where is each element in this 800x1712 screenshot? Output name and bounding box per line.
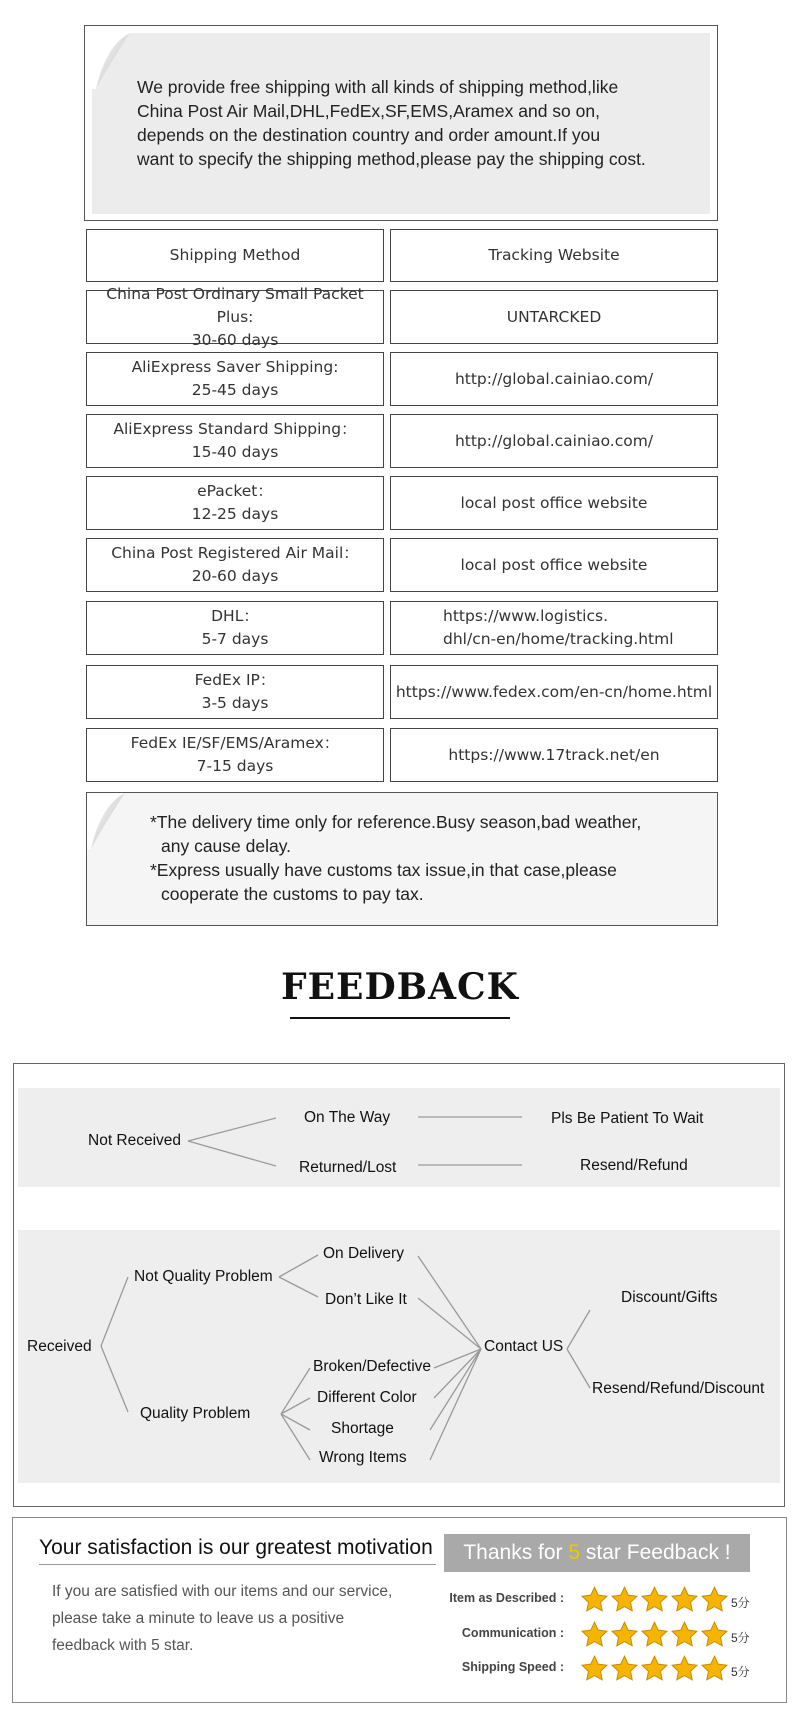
rating-label: Item as Described :	[449, 1591, 564, 1605]
flow-resend-refund: Resend/Refund	[580, 1157, 688, 1174]
method-cell: China Post Ordinary Small Packet Plus: 30-60 days	[86, 290, 384, 344]
method-cell: AliExpress Standard Shipping： 15-40 days	[86, 414, 384, 468]
star-icon	[610, 1654, 639, 1683]
method-cell: AliExpress Saver Shipping: 25-45 days	[86, 352, 384, 406]
tracking-cell: http://global.cainiao.com/	[390, 414, 718, 468]
flow-resend-refund-discount: Resend/Refund/Discount	[592, 1380, 765, 1397]
star-rating	[580, 1654, 729, 1684]
star-icon	[610, 1585, 639, 1614]
flow-wrong-items: Wrong Items	[319, 1449, 407, 1466]
tracking-cell: https://www.logistics. dhl/cn-en/home/tracking.html	[390, 601, 718, 655]
flow-on-delivery: On Delivery	[323, 1245, 404, 1262]
tracking-cell: local post office website	[390, 476, 718, 530]
rating-score: 5分	[731, 1665, 750, 1679]
feedback-title: FEEDBACK	[281, 966, 519, 1008]
notice-line: China Post Air Mail,DHL,FedEx,SF,EMS,Aramex and so on,	[137, 101, 600, 121]
tracking-cell: UNTARCKED	[390, 290, 718, 344]
delivery-note-line: cooperate the customs to pay tax.	[161, 884, 424, 904]
star-rating	[580, 1585, 729, 1615]
notice-line: want to specify the shipping method,please pay the shipping cost.	[137, 149, 646, 169]
star-icon	[700, 1620, 729, 1649]
tracking-cell: https://www.fedex.com/en-cn/home.html	[390, 665, 718, 719]
star-rating	[580, 1620, 729, 1650]
satisfaction-text-line: If you are satisfied with our items and our service,	[52, 1583, 393, 1600]
notice-line: We provide free shipping with all kinds of shipping method,like	[137, 77, 619, 97]
flow-different-color: Different Color	[317, 1389, 417, 1406]
method-cell: ePacket： 12-25 days	[86, 476, 384, 530]
flow-shortage: Shortage	[331, 1420, 394, 1437]
flow-broken-defective: Broken/Defective	[313, 1358, 432, 1375]
star-icon	[670, 1585, 699, 1614]
header-tracking-website: Tracking Website	[390, 229, 718, 282]
star-icon	[640, 1654, 669, 1683]
flow-discount-gifts: Discount/Gifts	[621, 1289, 718, 1306]
satisfaction-text	[52, 1578, 422, 1659]
star-icon	[670, 1620, 699, 1649]
flow-quality-problem: Quality Problem	[140, 1405, 251, 1422]
flow-received: Received	[27, 1338, 92, 1355]
method-cell: FedEx IP： 3-5 days	[86, 665, 384, 719]
delivery-note-line: *The delivery time only for reference.Busy season,bad weather,	[150, 812, 642, 832]
satisfaction-title: Your satisfaction is our greatest motivation	[39, 1536, 433, 1559]
banner-star-count: 5	[568, 1541, 581, 1564]
star-icon	[610, 1620, 639, 1649]
star-icon	[670, 1654, 699, 1683]
rating-score: 5分	[731, 1596, 750, 1610]
satisfaction-text-line: feedback with 5 star.	[52, 1637, 194, 1654]
delivery-note-line: *Express usually have customs tax issue,in that case,please	[150, 860, 617, 880]
rating-row-communication	[444, 1620, 774, 1650]
rating-row-shipping-speed	[444, 1654, 774, 1684]
tracking-cell: local post office website	[390, 538, 718, 592]
star-icon	[700, 1654, 729, 1683]
star-icon	[700, 1585, 729, 1614]
flow-on-the-way: On The Way	[304, 1109, 391, 1126]
tracking-cell: http://global.cainiao.com/	[390, 352, 718, 406]
method-cell: China Post Registered Air Mail： 20-60 days	[86, 538, 384, 592]
rating-row-item-as-described	[444, 1585, 774, 1615]
flow-returned-lost: Returned/Lost	[299, 1159, 397, 1176]
star-icon	[580, 1654, 609, 1683]
rating-label: Communication :	[461, 1626, 564, 1640]
satisfaction-text-line: please take a minute to leave us a positive	[52, 1610, 345, 1627]
banner-text: star Feedback !	[580, 1541, 731, 1564]
banner-text: Thanks for	[463, 1541, 569, 1564]
header-shipping-method: Shipping Method	[86, 229, 384, 282]
method-cell: DHL： 5-7 days	[86, 601, 384, 655]
tracking-cell: https://www.17track.net/en	[390, 728, 718, 782]
flow-dont-like-it: Don’t Like It	[325, 1291, 407, 1308]
flow-contact-us: Contact US	[484, 1338, 564, 1355]
rating-label: Shipping Speed :	[461, 1660, 564, 1674]
flow-patient: Pls Be Patient To Wait	[551, 1110, 704, 1127]
flow-not-received: Not Received	[88, 1132, 182, 1149]
flow-not-quality-problem: Not Quality Problem	[134, 1268, 273, 1285]
star-icon	[640, 1585, 669, 1614]
star-icon	[580, 1585, 609, 1614]
notice-line: depends on the destination country and order amount.If you	[137, 125, 601, 145]
satisfaction-divider	[39, 1564, 436, 1565]
method-cell: FedEx IE/SF/EMS/Aramex： 7-15 days	[86, 728, 384, 782]
rating-score: 5分	[731, 1631, 750, 1645]
delivery-note-line: any cause delay.	[161, 836, 292, 856]
thanks-banner	[444, 1534, 750, 1572]
star-icon	[640, 1620, 669, 1649]
star-icon	[580, 1620, 609, 1649]
